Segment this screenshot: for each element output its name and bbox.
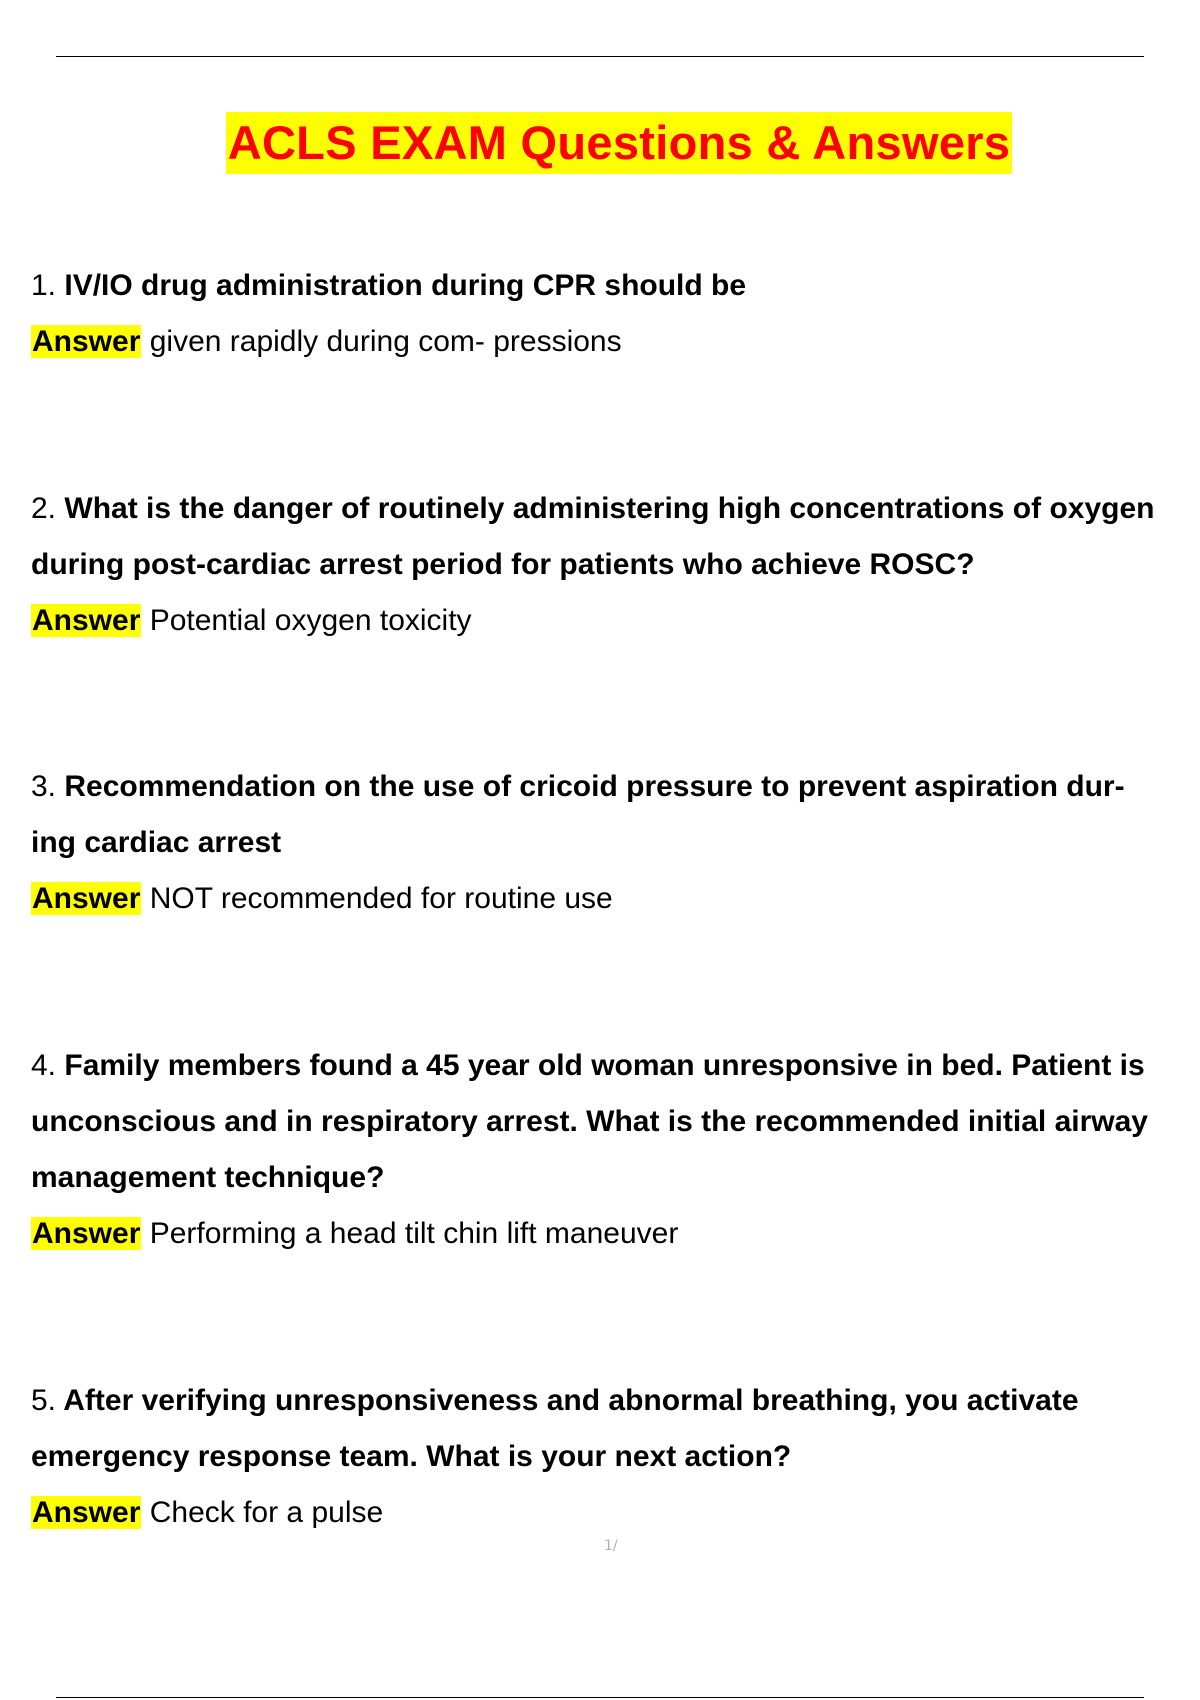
question-line: [31, 1094, 1200, 1150]
answer-line: [31, 1485, 1200, 1541]
question-line: [31, 1150, 1200, 1206]
answer-text: NOT recommended for routine use: [149, 882, 613, 915]
question-line: [31, 1373, 1200, 1429]
question-text: Family members found a 45 year old woman unresponsive in bed. Patient is: [64, 1049, 1145, 1082]
question-text: Recommendation on the use of cricoid pressure to prevent aspiration dur-: [64, 770, 1125, 803]
question-text: ing cardiac arrest: [31, 826, 282, 859]
answer-label: Answer: [32, 325, 141, 358]
answer-label: Answer: [32, 1217, 141, 1250]
answer-line: [31, 871, 1200, 927]
question-text: unconscious and in respiratory arrest. What is the recommended initial airway: [31, 1105, 1148, 1138]
answer-line: [31, 593, 1200, 649]
question-text: during post-cardiac arrest period for patients who achieve ROSC?: [31, 548, 975, 581]
question-line: [31, 759, 1200, 815]
question-line: [31, 815, 1200, 871]
document-title: ACLS EXAM Questions & Answers: [226, 112, 1013, 174]
question-line: [31, 258, 1200, 314]
qa-item-3: [31, 759, 1200, 927]
qa-item-4: [31, 1038, 1200, 1262]
title-block: [0, 112, 1200, 174]
answer-line: [31, 314, 1200, 370]
question-line: [31, 1038, 1200, 1094]
question-number: 4.: [31, 1049, 57, 1082]
question-text: emergency response team. What is your next action?: [31, 1440, 792, 1473]
qa-item-1: [31, 258, 1200, 370]
answer-label: Answer: [32, 882, 141, 915]
question-text: IV/IO drug administration during CPR should be: [64, 269, 747, 302]
question-number: 5.: [31, 1384, 57, 1417]
question-text: After verifying unresponsiveness and abnormal breathing, you activate: [63, 1384, 1079, 1417]
top-rule: [56, 56, 1144, 57]
answer-text: Performing a head tilt chin lift maneuver: [149, 1217, 679, 1250]
question-number: 2.: [31, 492, 57, 525]
answer-label: Answer: [32, 1496, 141, 1529]
answer-text: given rapidly during com- pressions: [149, 325, 622, 358]
question-number: 1.: [31, 269, 57, 302]
question-line: [31, 481, 1200, 537]
question-line: [31, 1429, 1200, 1485]
answer-text: Check for a pulse: [149, 1496, 384, 1529]
bottom-rule: [56, 1697, 1144, 1698]
qa-item-5: [31, 1373, 1200, 1541]
qa-item-2: [31, 481, 1200, 649]
question-text: What is the danger of routinely administering high concentrations of oxygen: [64, 492, 1155, 525]
question-text: management technique?: [31, 1161, 385, 1194]
question-line: [31, 537, 1200, 593]
question-number: 3.: [31, 770, 57, 803]
answer-line: [31, 1206, 1200, 1262]
answer-text: Potential oxygen toxicity: [149, 604, 472, 637]
page-marker: 1/: [604, 1538, 618, 1554]
answer-label: Answer: [32, 604, 141, 637]
